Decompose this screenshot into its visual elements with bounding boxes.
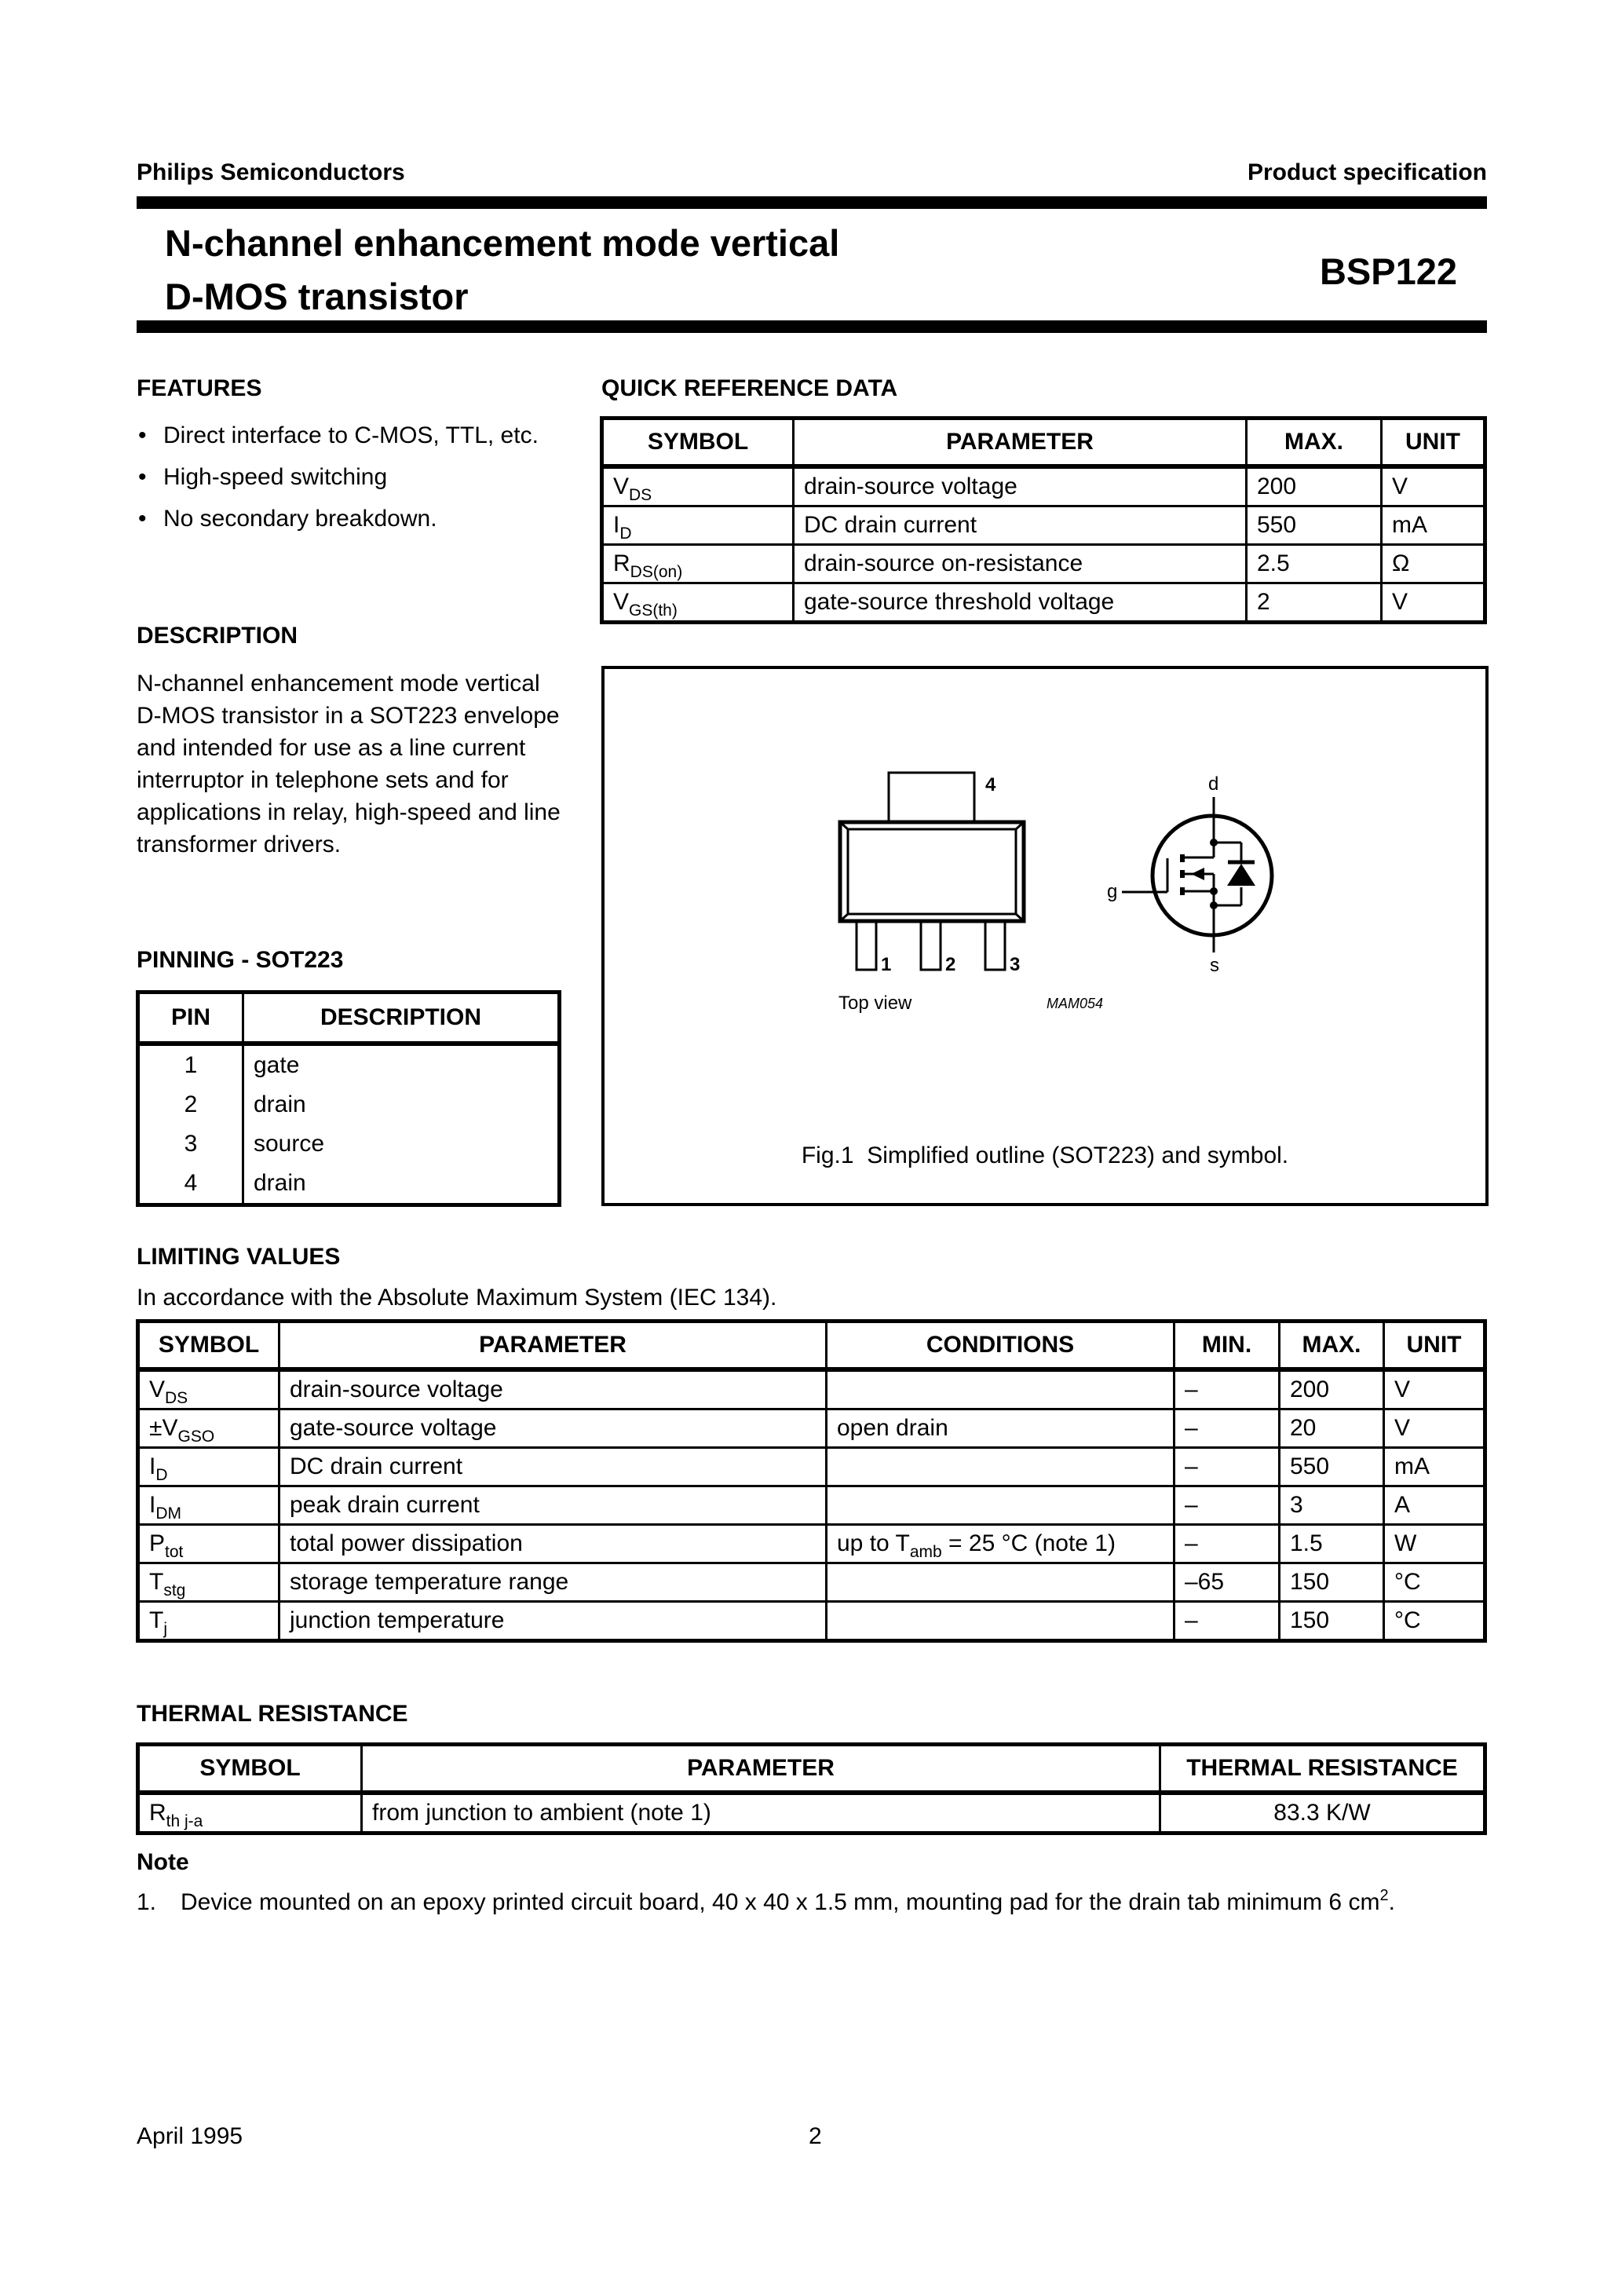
part-number: BSP122 bbox=[1319, 250, 1457, 292]
max-cell: 200 bbox=[1280, 1369, 1384, 1409]
parameter-cell: gate-source voltage bbox=[279, 1409, 827, 1448]
limiting-values-title: LIMITING VALUES bbox=[137, 1244, 341, 1270]
max-cell: 1.5 bbox=[1280, 1525, 1384, 1563]
col-header-symbol: SYMBOL bbox=[602, 419, 794, 467]
conditions-cell bbox=[827, 1369, 1174, 1409]
parameter-cell: total power dissipation bbox=[279, 1525, 827, 1563]
symbol-cell: $I_D$ bbox=[138, 1448, 279, 1486]
col-header-max: MAX. bbox=[1280, 1322, 1384, 1370]
col-header-parameter: PARAMETER bbox=[794, 419, 1247, 467]
unit-cell: A bbox=[1384, 1486, 1485, 1525]
symbol-cell: $I_D$ bbox=[602, 506, 794, 545]
note-text-end: . bbox=[1388, 1889, 1395, 1915]
pin-number: 3 bbox=[138, 1124, 243, 1164]
note-superscript: 2 bbox=[1379, 1887, 1389, 1904]
pin-number: 1 bbox=[138, 1044, 243, 1085]
min-cell: – bbox=[1174, 1602, 1280, 1641]
unit-cell: V bbox=[1384, 1369, 1485, 1409]
symbol-cell: $\pm V_{GSO}$ bbox=[138, 1409, 279, 1448]
table-row bbox=[138, 1409, 1485, 1448]
thermal-resistance-title: THERMAL RESISTANCE bbox=[137, 1701, 408, 1727]
table-row bbox=[138, 1563, 1485, 1602]
bullet-icon: • bbox=[138, 506, 147, 532]
title-line-1: N-channel enhancement mode vertical bbox=[165, 222, 840, 264]
unit-cell: V bbox=[1382, 466, 1485, 506]
feature-text: No secondary breakdown. bbox=[163, 506, 437, 532]
mosfet-symbol-fills bbox=[1191, 839, 1255, 909]
symbol-cell: $R_{th j-a}$ bbox=[138, 1793, 362, 1834]
table-header-row bbox=[138, 1322, 1485, 1370]
col-header-thermal-resistance: THERMAL RESISTANCE bbox=[1160, 1745, 1485, 1793]
quick-reference-title: QUICK REFERENCE DATA bbox=[601, 375, 898, 401]
description-text: N-channel enhancement mode vertical D-MOS transistor in a SOT223 envelope and intended for use as a line current interruptor in telephone sets and for applications in relay, high-speed and line transformer drivers. bbox=[137, 671, 561, 857]
parameter-cell: drain-source voltage bbox=[279, 1369, 827, 1409]
table-row bbox=[138, 1525, 1485, 1563]
col-header-parameter: PARAMETER bbox=[279, 1322, 827, 1370]
col-header-conditions: CONDITIONS bbox=[827, 1322, 1174, 1370]
max-cell: 200 bbox=[1247, 466, 1382, 506]
min-cell: –65 bbox=[1174, 1563, 1280, 1602]
unit-cell: °C bbox=[1384, 1602, 1485, 1641]
unit-cell: °C bbox=[1384, 1563, 1485, 1602]
drawing-code: MAM054 bbox=[1047, 996, 1104, 1011]
pin-number: 4 bbox=[138, 1164, 243, 1205]
footer-page-number: 2 bbox=[809, 2123, 822, 2149]
max-cell: 2 bbox=[1247, 583, 1382, 623]
pin-3-label: 3 bbox=[1010, 954, 1021, 975]
pin-description: gate bbox=[243, 1044, 560, 1085]
limiting-values-table bbox=[136, 1319, 1487, 1643]
unit-cell: mA bbox=[1384, 1448, 1485, 1486]
sot223-package-outline bbox=[840, 773, 1024, 970]
max-cell: 150 bbox=[1280, 1563, 1384, 1602]
pin-number: 2 bbox=[138, 1085, 243, 1124]
unit-cell: mA bbox=[1382, 506, 1485, 545]
symbol-cell: $V_{DS}$ bbox=[602, 466, 794, 506]
parameter-cell: DC drain current bbox=[794, 506, 1247, 545]
max-cell: 550 bbox=[1280, 1448, 1384, 1486]
table-row bbox=[138, 1448, 1485, 1486]
figure-caption: Fig.1 Simplified outline (SOT223) and symbol. bbox=[801, 1143, 1289, 1168]
col-header-parameter: PARAMETER bbox=[362, 1745, 1160, 1793]
min-cell: – bbox=[1174, 1525, 1280, 1563]
pin-2-label: 2 bbox=[945, 954, 956, 975]
max-cell: 20 bbox=[1280, 1409, 1384, 1448]
col-header-description: DESCRIPTION bbox=[243, 993, 560, 1044]
thermal-resistance-table bbox=[136, 1742, 1487, 1835]
conditions-cell bbox=[827, 1602, 1174, 1641]
features-title: FEATURES bbox=[137, 375, 262, 401]
symbol-cell: $R_{DS(on)}$ bbox=[602, 545, 794, 583]
col-header-unit: UNIT bbox=[1382, 419, 1485, 467]
min-cell: – bbox=[1174, 1486, 1280, 1525]
pin-description: drain bbox=[243, 1085, 560, 1124]
feature-text: High-speed switching bbox=[163, 464, 388, 490]
table-row bbox=[138, 1793, 1485, 1834]
pin-description: source bbox=[243, 1124, 560, 1164]
max-cell: 150 bbox=[1280, 1602, 1384, 1641]
note-title: Note bbox=[137, 1849, 189, 1875]
parameter-cell: storage temperature range bbox=[279, 1563, 827, 1602]
max-cell: 550 bbox=[1247, 506, 1382, 545]
conditions-cell: up to $T_{amb} = 25$ °C (note 1) bbox=[827, 1525, 1174, 1563]
note-item bbox=[137, 1886, 1395, 1918]
pinning-title: PINNING - SOT223 bbox=[137, 947, 344, 973]
conditions-cell bbox=[827, 1486, 1174, 1525]
note-text: Device mounted on an epoxy printed circuit board, 40 x 40 x 1.5 mm, mounting pad for the drain tab minimum 6 cm bbox=[181, 1889, 1380, 1915]
symbol-cell: $T_{stg}$ bbox=[138, 1563, 279, 1602]
bullet-icon: • bbox=[138, 464, 147, 490]
table-row bbox=[138, 1486, 1485, 1525]
conditions-cell: open drain bbox=[827, 1409, 1174, 1448]
col-header-symbol: SYMBOL bbox=[138, 1322, 279, 1370]
note-number: 1. bbox=[137, 1889, 157, 1915]
top-view-label: Top view bbox=[838, 993, 912, 1014]
source-label: s bbox=[1210, 955, 1219, 976]
pin-1-label: 1 bbox=[881, 954, 892, 975]
unit-cell: V bbox=[1384, 1409, 1485, 1448]
conditions-cell bbox=[827, 1563, 1174, 1602]
description-title: DESCRIPTION bbox=[137, 623, 298, 649]
footer-date: April 1995 bbox=[137, 2123, 243, 2149]
col-header-unit: UNIT bbox=[1384, 1322, 1485, 1370]
parameter-cell: drain-source on-resistance bbox=[794, 545, 1247, 583]
col-header-max: MAX. bbox=[1247, 419, 1382, 467]
min-cell: – bbox=[1174, 1369, 1280, 1409]
parameter-cell: peak drain current bbox=[279, 1486, 827, 1525]
symbol-cell: $I_{DM}$ bbox=[138, 1486, 279, 1525]
max-cell: 2.5 bbox=[1247, 545, 1382, 583]
col-header-symbol: SYMBOL bbox=[138, 1745, 362, 1793]
symbol-cell: $T_j$ bbox=[138, 1602, 279, 1641]
limiting-values-subtitle: In accordance with the Absolute Maximum System (IEC 134). bbox=[137, 1285, 777, 1311]
doc-type: Product specification bbox=[1247, 159, 1487, 185]
min-cell: – bbox=[1174, 1448, 1280, 1486]
conditions-cell bbox=[827, 1448, 1174, 1486]
title-line-2: D-MOS transistor bbox=[165, 276, 469, 317]
unit-cell: V bbox=[1382, 583, 1485, 623]
drain-label: d bbox=[1208, 773, 1219, 795]
col-header-min: MIN. bbox=[1174, 1322, 1280, 1370]
max-cell: 3 bbox=[1280, 1486, 1384, 1525]
feature-text: Direct interface to C-MOS, TTL, etc. bbox=[163, 422, 539, 448]
table-header-row bbox=[138, 1745, 1485, 1793]
gate-label: g bbox=[1107, 881, 1118, 902]
symbol-cell: $P_{tot}$ bbox=[138, 1525, 279, 1563]
unit-cell: W bbox=[1384, 1525, 1485, 1563]
bullet-icon: • bbox=[138, 422, 147, 448]
company-name: Philips Semiconductors bbox=[137, 159, 405, 185]
col-header-pin: PIN bbox=[138, 993, 243, 1044]
unit-cell: Ω bbox=[1382, 545, 1485, 583]
tab-pin-label: 4 bbox=[985, 774, 996, 795]
parameter-cell: DC drain current bbox=[279, 1448, 827, 1486]
parameter-cell: from junction to ambient (note 1) bbox=[362, 1793, 1160, 1834]
parameter-cell: gate-source threshold voltage bbox=[794, 583, 1247, 623]
symbol-cell: $V_{GS(th)}$ bbox=[602, 583, 794, 623]
symbol-cell: $V_{DS}$ bbox=[138, 1369, 279, 1409]
parameter-cell: drain-source voltage bbox=[794, 466, 1247, 506]
parameter-cell: junction temperature bbox=[279, 1602, 827, 1641]
table-row bbox=[138, 1602, 1485, 1641]
pin-description: drain bbox=[243, 1164, 560, 1205]
value-cell: 83.3 K/W bbox=[1160, 1793, 1485, 1834]
min-cell: – bbox=[1174, 1409, 1280, 1448]
table-row bbox=[138, 1369, 1485, 1409]
